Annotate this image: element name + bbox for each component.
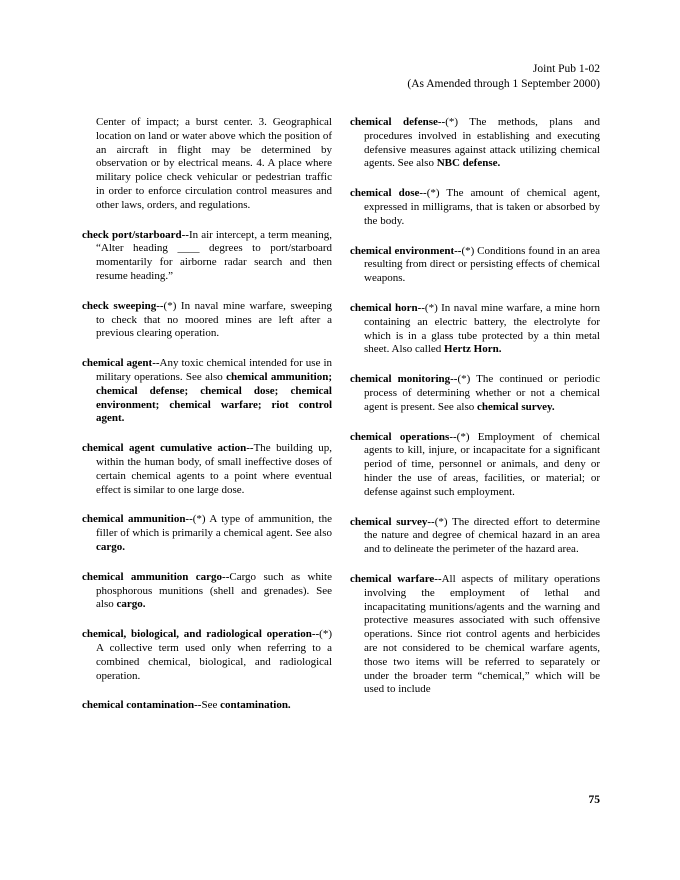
page-header <box>0 62 600 91</box>
entry-term-text: NBC defense. <box>436 157 501 170</box>
amendment-note: (As Amended through 1 September 2000) <box>407 77 600 90</box>
glossary-entry <box>350 187 600 228</box>
glossary-entry <box>82 699 332 713</box>
entry-definition-text: (*) A collective term used only when referring to a combined chemical, biological, and radiological operation. <box>96 628 332 682</box>
entry-term-text: chemical ammunition; chemical defense; chemical dose; chemical environment; chemical warfare; riot control agent. <box>96 370 332 425</box>
glossary-entry <box>82 357 332 426</box>
entry-definition-text: See <box>201 699 221 712</box>
entry-term-text: chemical agent cumulative action-- <box>82 442 254 455</box>
entry-definition-text: Center of impact; a burst center. 3. Geographical location on land or water above which the position of an aircraft in flight may be determined by observation or by electrical means. 4. A place where military police check vehicular or pedestrian traffic in order to enforce circulation control measures and other laws, orders, and regulations. <box>96 116 332 211</box>
glossary-entry <box>350 116 600 171</box>
entry-definition-text: All aspects of military operations involving the employment of lethal and incapacitating munitions/agents and the warning and protective measures associated with such offensive operations. Since riot control agents and herbicides are not considered to be chemical warfare agents, those two items will be referred to separately or under the broader term “chemical,” which will be used to include <box>364 572 600 696</box>
glossary-entry <box>350 431 600 500</box>
entry-term-text: chemical environment-- <box>350 244 462 257</box>
entry-definition-text: (*) In naval mine warfare, a mine horn containing an electric battery, the electrolyte for which is in a glass tube protected by a thin metal sheet. Also called <box>364 301 600 356</box>
entry-term-text: chemical agent-- <box>82 357 160 370</box>
entry-definition-text: Cargo such as white phosphorous munitions (shell and grenades). See also <box>96 570 332 611</box>
glossary-entry <box>350 516 600 557</box>
publication-title: Joint Pub 1-02 <box>532 63 600 75</box>
entry-term-text: chemical monitoring-- <box>350 373 458 386</box>
entry-definition-text: (*) Employment of chemical agents to kill, injure, or incapacitate for a significant period of time, personnel or animals, and deny or hinder the use of areas, facilities, or material; or defense against such employment. <box>364 430 601 498</box>
glossary-entry <box>82 442 332 497</box>
column-right <box>350 116 600 729</box>
entry-term-text: chemical ammunition cargo-- <box>82 570 230 583</box>
glossary-entry <box>82 513 332 554</box>
glossary-entry <box>82 628 332 683</box>
entry-term-text: chemical operations-- <box>350 430 457 443</box>
entry-definition-text: (*) The methods, plans and procedures involved in establishing and executing defensive measures against attack utilizing chemical agents. See also <box>364 116 600 170</box>
entry-definition-text: (*) A type of ammunition, the filler of which is primarily a chemical agent. See also <box>96 513 332 540</box>
entry-definition-text: (*) The directed effort to determine the nature and degree of chemical hazard in an area and to delineate the perimeter of the hazard area. <box>364 515 601 556</box>
glossary-entry <box>350 373 600 414</box>
column-left <box>82 116 332 729</box>
glossary-entry <box>82 571 332 612</box>
entry-definition-text: (*) The continued or periodic process of determining whether or not a chemical agent is present. See also <box>364 373 600 413</box>
entry-term-text: chemical, biological, and radiological operation-- <box>82 628 320 641</box>
entry-definition-text: (*) Conditions found in an area resulting from direct or persisting effects of chemical weapons. <box>364 244 600 285</box>
entry-term-text: cargo. <box>116 598 146 611</box>
entry-term-text: chemical warfare-- <box>350 572 442 585</box>
entry-term-text: chemical horn-- <box>350 301 425 314</box>
entry-term-text: chemical dose-- <box>350 187 427 200</box>
entry-term-text: contamination. <box>220 699 291 712</box>
glossary-entry <box>82 300 332 341</box>
glossary-entry <box>350 573 600 697</box>
entry-term-text: chemical contamination-- <box>82 699 202 712</box>
entry-term-text: check port/starboard-- <box>82 228 189 241</box>
entry-term-text: chemical survey. <box>477 400 555 413</box>
entry-definition-text: (*) In naval mine warfare, sweeping to check that no moored mines are left after a previous clearing operation. <box>96 299 332 340</box>
glossary-entry <box>350 245 600 286</box>
entry-term-text: cargo. <box>96 540 126 553</box>
page-number: 75 <box>588 794 600 806</box>
entry-term-text: Hertz Horn. <box>444 343 502 356</box>
entry-term-text: chemical defense-- <box>350 116 446 128</box>
entry-term-text: check sweeping-- <box>82 299 164 312</box>
entry-term-text: chemical ammunition-- <box>82 513 193 526</box>
entry-definition-text: In air intercept, a term meaning, “Alter heading ____ degrees to port/starboard momentarily for airborne radar search and then resume heading.” <box>96 228 332 282</box>
glossary-entry <box>350 302 600 357</box>
entry-term-text: chemical survey-- <box>350 515 435 528</box>
glossary-entry <box>82 229 332 284</box>
entry-definition-text: Any toxic chemical intended for use in military operations. See also <box>96 357 333 383</box>
entry-definition-text: (*) The amount of chemical agent, expressed in milligrams, that is taken or absorbed by the body. <box>364 187 600 227</box>
entry-continuation <box>82 116 332 213</box>
entry-definition-text: The building up, within the human body, of small ineffective doses of certain chemical agents to a point where eventual effect is similar to one large dose. <box>96 442 332 496</box>
glossary-content <box>82 116 600 729</box>
